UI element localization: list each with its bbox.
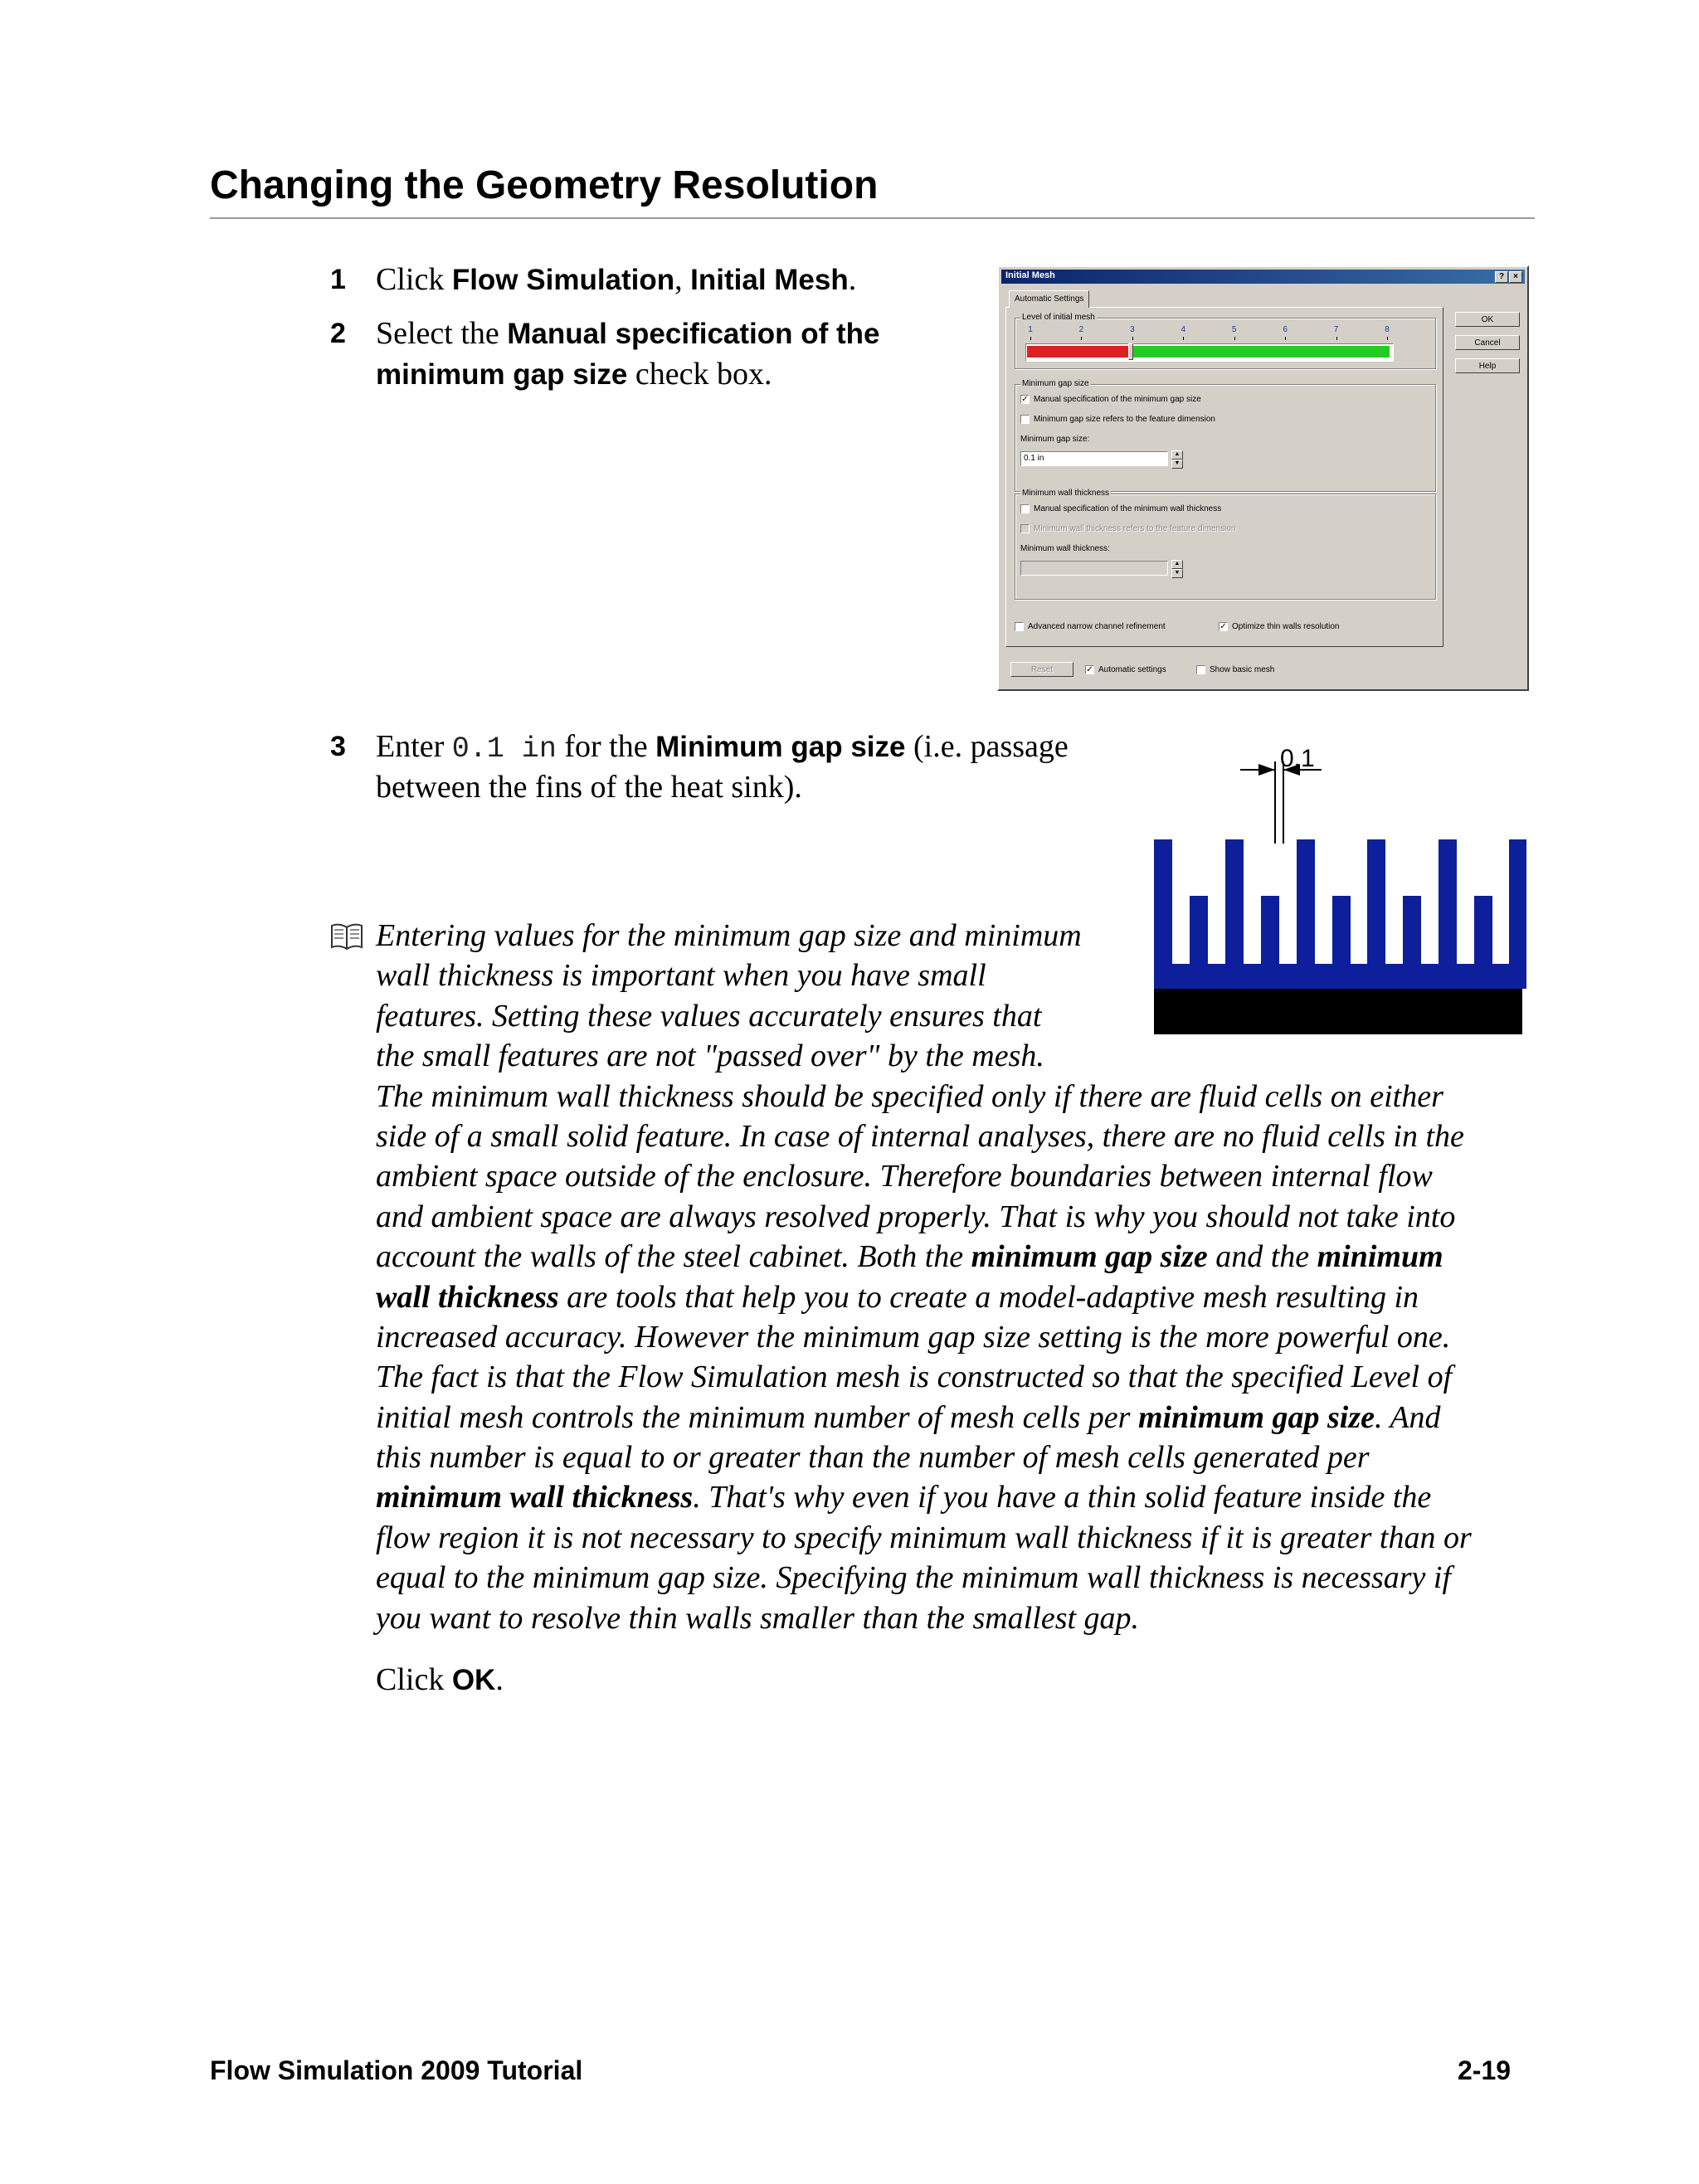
- level-high-bar: [1133, 346, 1390, 358]
- note-line: you want to resolve thin walls smaller than the smallest gap.: [376, 1600, 1140, 1636]
- level-tick-label: 1: [1028, 325, 1033, 334]
- page-title: Changing the Geometry Resolution: [210, 163, 879, 207]
- note-line: ambient space outside of the enclosure. Therefore boundaries between internal flow: [376, 1159, 1433, 1194]
- note-line: the small features are not "passed over" by the mesh.: [376, 1038, 1044, 1074]
- level-low-bar: [1027, 346, 1129, 358]
- level-tick-label: 3: [1130, 325, 1135, 334]
- heat-sink-figure: [1149, 748, 1526, 1038]
- level-tick-mark: [1285, 337, 1286, 340]
- level-tick-mark: [1030, 337, 1031, 340]
- click-ok-instruction: Click OK.: [376, 1662, 504, 1697]
- level-group-label: Level of initial mesh: [1022, 313, 1095, 322]
- note-line: wall thickness are tools that help you to create a model-adaptive mesh resulting in: [376, 1279, 1419, 1315]
- tab-panel: [1005, 307, 1443, 647]
- level-tick-mark: [1132, 337, 1133, 340]
- level-tick-label: 6: [1283, 325, 1288, 334]
- note-line: this number is equal to or greater than the number of mesh cells generated per: [376, 1440, 1370, 1476]
- adv-channel-checkbox[interactable]: [1015, 622, 1024, 631]
- note-line: Entering values for the minimum gap size and minimum: [376, 918, 1082, 953]
- wall-thickness-group: [1015, 489, 1436, 600]
- spin-up-icon[interactable]: ▲: [1171, 450, 1183, 460]
- gap-size-spinner[interactable]: [1171, 450, 1183, 467]
- step-number: 1: [330, 264, 346, 295]
- auto-settings-checkbox[interactable]: ✓: [1086, 665, 1093, 674]
- note-line: wall thickness is important when you have small: [376, 958, 986, 994]
- tab-automatic-settings[interactable]: Automatic Settings: [1009, 290, 1089, 308]
- wall-thickness-spinner[interactable]: [1171, 560, 1183, 576]
- wall-refers-checkbox[interactable]: [1020, 524, 1030, 533]
- spin-down-icon[interactable]: ▼: [1171, 569, 1183, 578]
- level-tick-label: 5: [1231, 325, 1237, 334]
- initial-mesh-dialog: [997, 265, 1529, 691]
- step-number: 2: [330, 318, 346, 349]
- wall-refers-label: Minimum wall thickness refers to the feature dimension: [1034, 524, 1236, 533]
- step-text-line2: between the fins of the heat sink).: [376, 770, 802, 805]
- note-line: minimum wall thickness. That's why even if you have a thin solid feature inside the: [376, 1480, 1432, 1515]
- ok-button[interactable]: OK: [1455, 312, 1520, 327]
- step-text: Click Flow Simulation, Initial Mesh.: [376, 262, 857, 297]
- code-value: 0.1 in: [451, 732, 557, 766]
- dialog-titlebar: [1001, 270, 1525, 284]
- level-tick-mark: [1081, 337, 1082, 340]
- gap-manual-checkbox[interactable]: ✓: [1021, 395, 1029, 404]
- level-tick-mark: [1183, 337, 1184, 340]
- footer-title: Flow Simulation 2009 Tutorial: [210, 2055, 583, 2085]
- page-number: 2-19: [1458, 2055, 1512, 2085]
- spin-up-icon[interactable]: ▲: [1171, 560, 1183, 569]
- title-divider: [210, 217, 1535, 219]
- heat-sink-base: [1154, 989, 1522, 1034]
- gap-group-label: Minimum gap size: [1022, 379, 1089, 388]
- gap-manual-label: Manual specification of the minimum gap size: [1034, 395, 1201, 404]
- wall-thickness-input[interactable]: [1020, 561, 1168, 576]
- gap-refers-label: Minimum gap size refers to the feature dimension: [1034, 415, 1215, 424]
- optimize-label: Optimize thin walls resolution: [1232, 622, 1340, 631]
- level-tick-mark: [1387, 337, 1388, 340]
- wall-manual-checkbox[interactable]: [1020, 504, 1030, 513]
- auto-settings-label: Automatic settings: [1098, 665, 1166, 674]
- level-tick-label: 4: [1181, 325, 1186, 334]
- cancel-button[interactable]: Cancel: [1455, 335, 1520, 350]
- dimension-arrow-left: [1258, 764, 1275, 776]
- reset-button[interactable]: Reset: [1010, 662, 1073, 677]
- show-basic-label: Show basic mesh: [1210, 665, 1275, 674]
- level-tick-mark: [1234, 337, 1235, 340]
- level-slider-thumb[interactable]: [1128, 343, 1133, 360]
- note-line: features. Setting these values accurately ensures that: [376, 998, 1042, 1034]
- note-line: side of a small solid feature. In case of internal analyses, there are no fluid cells in the: [376, 1118, 1464, 1154]
- level-group: [1015, 313, 1436, 369]
- optimize-checkbox[interactable]: ✓: [1219, 622, 1227, 631]
- wall-group-label: Minimum wall thickness: [1022, 489, 1110, 498]
- step-text-line2: minimum gap size check box.: [376, 357, 772, 392]
- level-tick-label: 7: [1333, 325, 1339, 334]
- step-text: Enter 0.1 in for the Minimum gap size (i.e. passage: [376, 729, 1069, 766]
- help-icon[interactable]: ?: [1495, 271, 1508, 283]
- spin-down-icon[interactable]: ▼: [1171, 460, 1183, 469]
- show-basic-checkbox[interactable]: [1196, 665, 1205, 674]
- help-button[interactable]: Help: [1455, 358, 1520, 373]
- adv-channel-label: Advanced narrow channel refinement: [1028, 622, 1166, 631]
- note-line: and ambient space are always resolved properly. That is why you should not take into: [376, 1199, 1456, 1234]
- note-line: The minimum wall thickness should be specified only if there are fluid cells on either: [376, 1078, 1443, 1114]
- dialog-title: Initial Mesh: [1005, 270, 1055, 280]
- fin-root: [1154, 964, 1522, 990]
- note-line: The fact is that the Flow Simulation mesh is constructed so that the specified Level of: [376, 1360, 1453, 1395]
- note-line: increased accuracy. However the minimum gap size setting is the more powerful one.: [376, 1319, 1451, 1355]
- book-icon: [330, 922, 363, 951]
- close-icon[interactable]: ×: [1509, 271, 1522, 283]
- level-tick-label: 2: [1078, 325, 1084, 334]
- wall-manual-label: Manual specification of the minimum wall thickness: [1034, 504, 1222, 513]
- level-tick-label: 8: [1385, 325, 1390, 334]
- gap-size-label: Minimum gap size:: [1020, 435, 1090, 444]
- gap-size-group: [1015, 379, 1436, 492]
- note-line: equal to the minimum gap size. Specifying the minimum wall thickness is necessary if: [376, 1560, 1452, 1596]
- step-number: 3: [330, 731, 346, 762]
- heat-sink-fins: [1154, 839, 1526, 990]
- dimension-label: 0.1: [1280, 748, 1315, 772]
- note-line: initial mesh controls the minimum number of mesh cells per minimum gap size. And: [376, 1399, 1441, 1435]
- level-tick-mark: [1336, 337, 1337, 340]
- gap-size-input[interactable]: 0.1 in: [1020, 451, 1168, 466]
- level-slider-track: [1025, 343, 1394, 362]
- gap-refers-checkbox[interactable]: [1020, 415, 1030, 424]
- note-line: flow region it is not necessary to specify minimum wall thickness if it is greater than or: [376, 1520, 1472, 1555]
- wall-thickness-label: Minimum wall thickness:: [1020, 544, 1110, 553]
- note-line: account the walls of the steel cabinet. Both the minimum gap size and the minimum: [376, 1239, 1443, 1275]
- step-text: Select the Manual specification of the: [376, 316, 880, 351]
